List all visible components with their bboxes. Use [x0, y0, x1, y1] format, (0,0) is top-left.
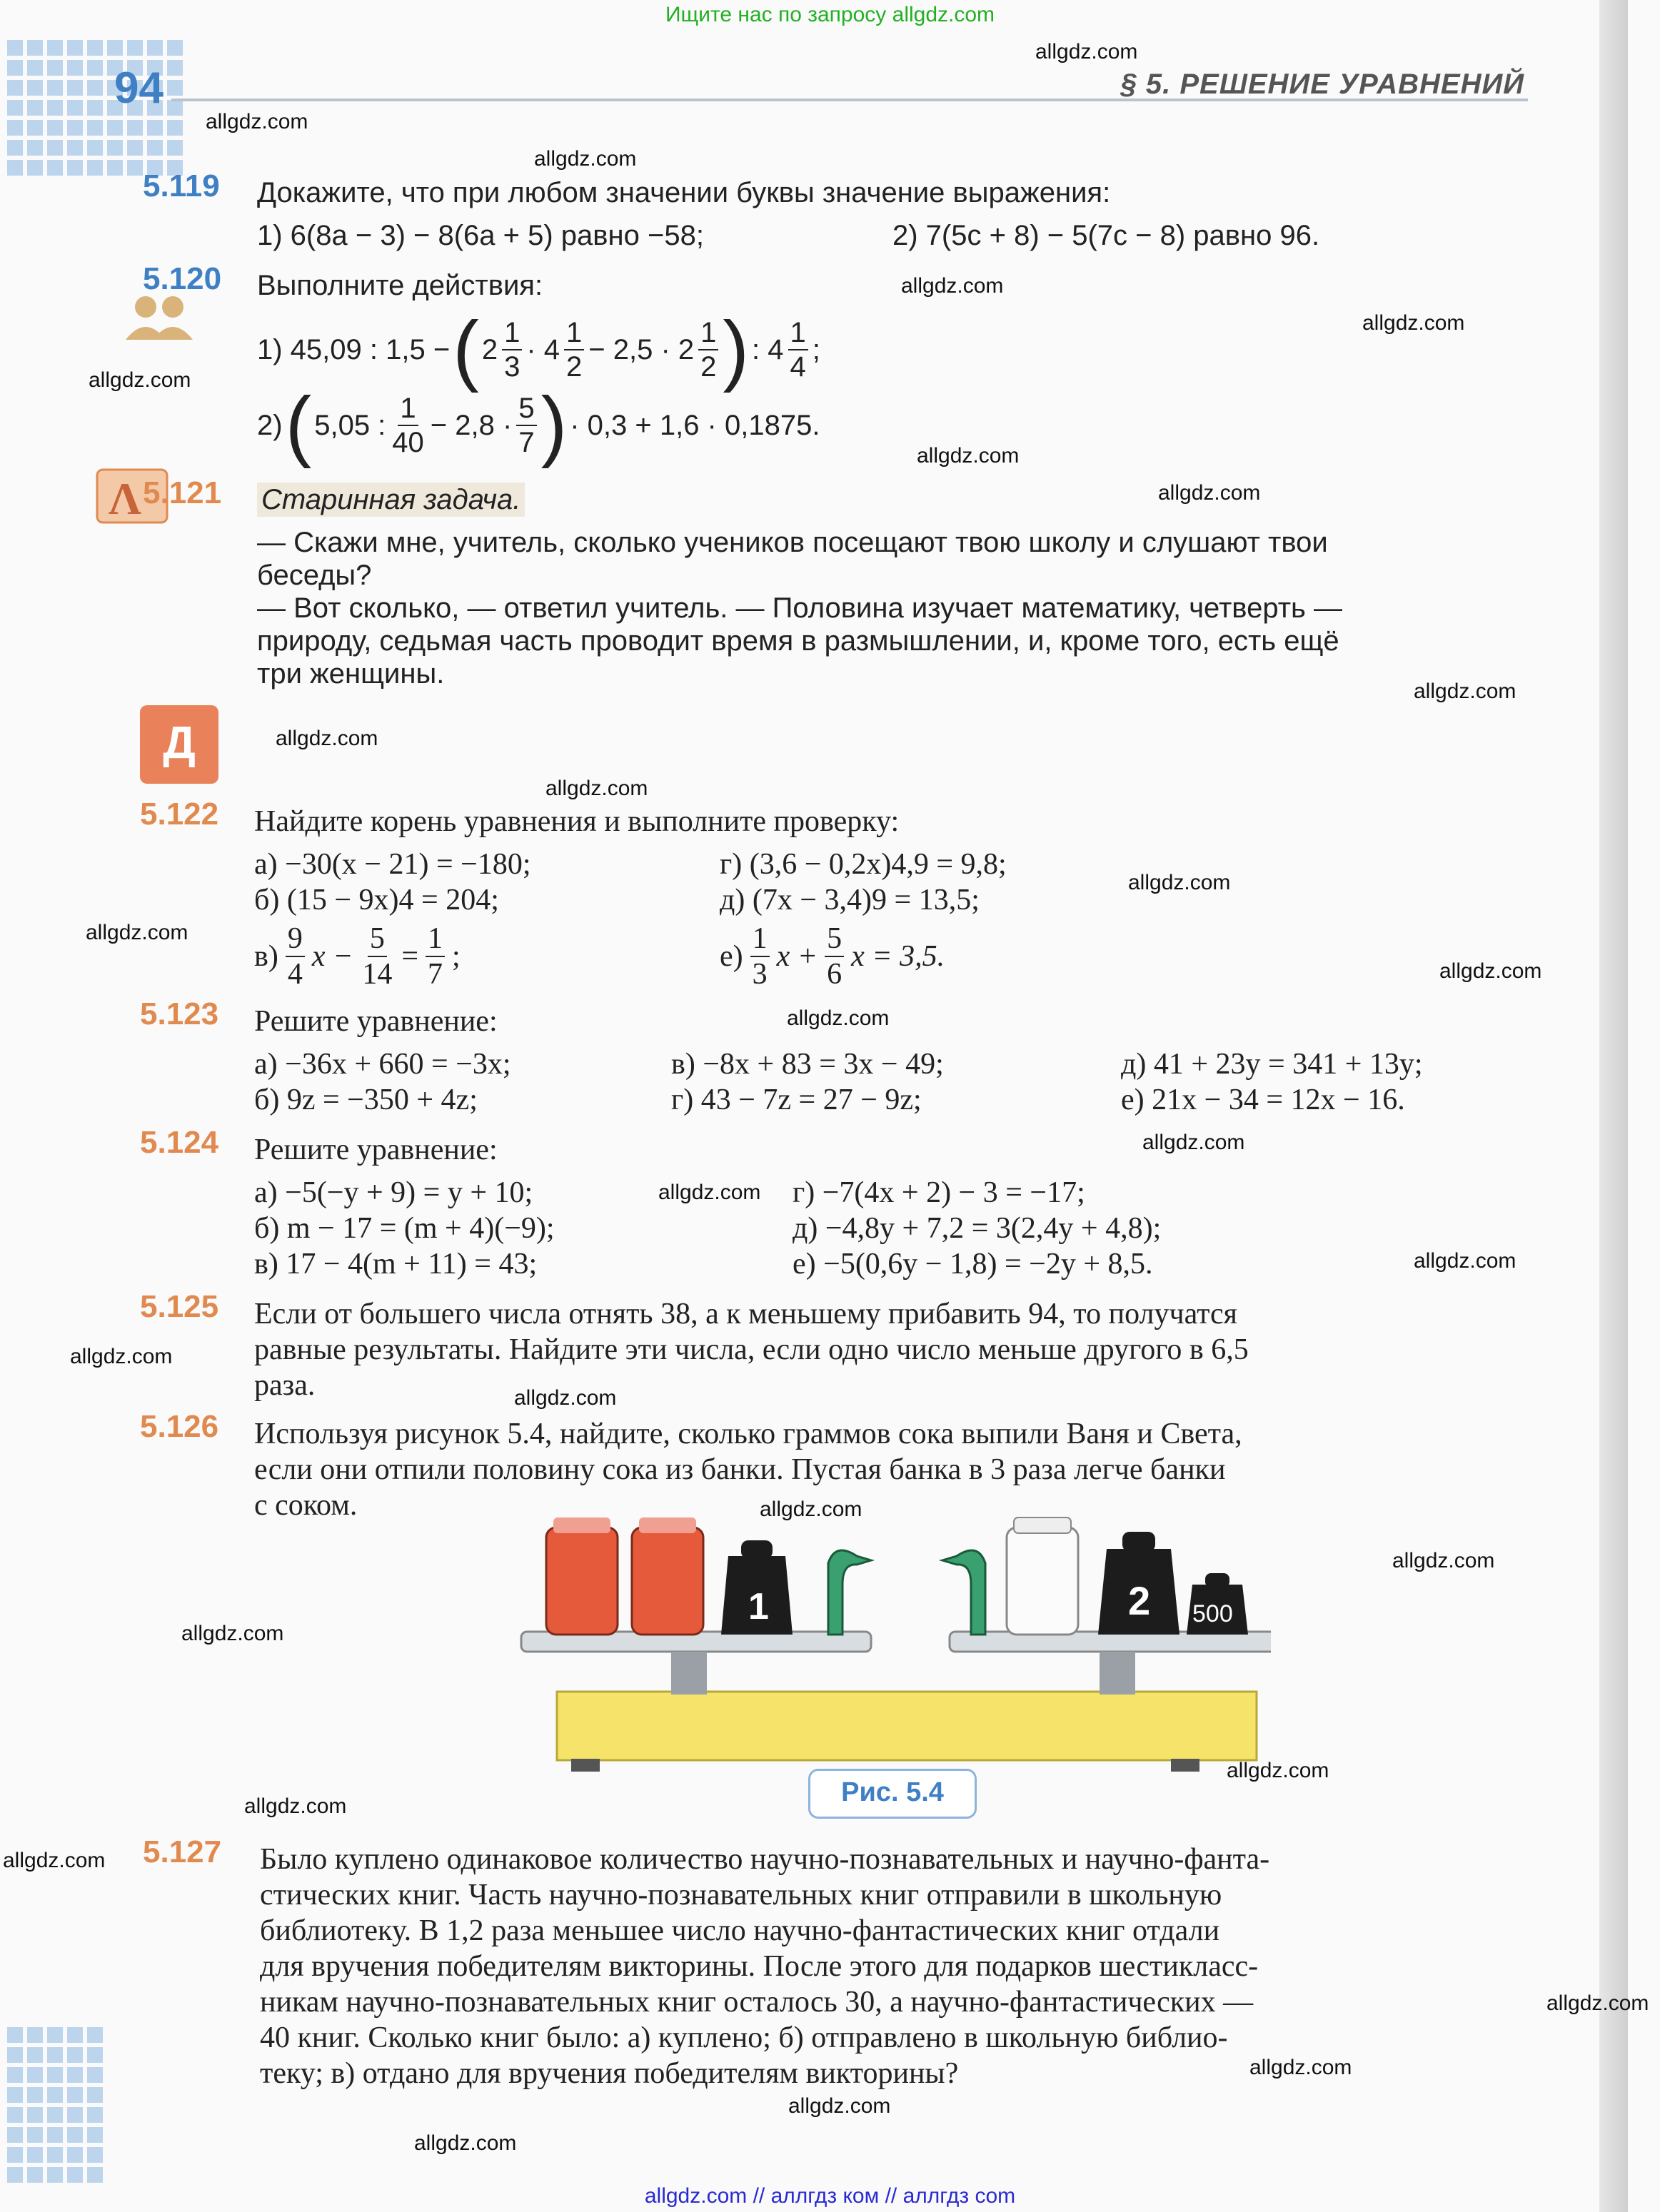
pair-work-icon: [120, 293, 198, 343]
expr-text: : 4: [752, 334, 784, 365]
equation-v: [254, 921, 461, 992]
jar-lid: [1014, 1517, 1071, 1533]
expr-text: 2): [257, 410, 283, 441]
problem-text: если они отпили половину сока из банки. Пустая банка в 3 раза легче банки: [254, 1453, 1226, 1486]
balance-scale-figure: [514, 1513, 1271, 1784]
numerator: 1: [502, 318, 522, 350]
problem-number: 5.124: [140, 1125, 219, 1160]
problem-text: Используя рисунок 5.4, найдите, сколько граммов сока выпили Ваня и Света,: [254, 1418, 1242, 1450]
weight-handle: [1122, 1532, 1155, 1552]
right-post: [1100, 1652, 1135, 1695]
watermark: allgdz.com: [89, 368, 191, 392]
watermark: allgdz.com: [1227, 1759, 1329, 1782]
problem-text: Докажите, что при любом значении буквы значение выражения:: [257, 177, 1111, 208]
watermark: allgdz.com: [70, 1345, 173, 1368]
numerator: 9: [286, 924, 305, 957]
problem-text: — Скажи мне, учитель, сколько учеников посещают твою школу и слушают твои: [257, 527, 1328, 558]
equation: е) −5(0,6y − 1,8) = −2y + 8,5.: [793, 1248, 1153, 1281]
problem-text: Было куплено одинаковое количество научно-познавательных и научно-фанта-: [260, 1843, 1270, 1876]
watermark: allgdz.com: [1392, 1549, 1495, 1572]
problem-text: — Вот сколько, — ответил учитель. — Половина изучает математику, четверть —: [257, 592, 1342, 624]
svg-text:Λ: Λ: [109, 473, 141, 524]
denominator: 7: [428, 958, 443, 991]
watermark: allgdz.com: [658, 1181, 761, 1204]
equation: б) m − 17 = (m + 4)(−9);: [254, 1212, 555, 1245]
denominator: 2: [566, 351, 583, 383]
left-post: [671, 1652, 707, 1695]
expression-2: [257, 381, 820, 469]
equation: а) −5(−y + 9) = y + 10;: [254, 1176, 533, 1209]
equation: а) −36x + 660 = −3x;: [254, 1048, 511, 1081]
numerator: 1: [788, 318, 808, 350]
watermark: allgdz.com: [1362, 311, 1465, 335]
equation: б) 9z = −350 + 4z;: [254, 1084, 478, 1116]
fraction: [516, 394, 536, 457]
right-pan: [950, 1632, 1271, 1652]
problem-item: 2) 7(5c + 8) − 5(7c − 8) равно 96.: [892, 220, 1320, 251]
problem-number: 5.126: [140, 1409, 219, 1444]
problem-text: с соком.: [254, 1489, 358, 1522]
watermark: allgdz.com: [901, 274, 1004, 298]
expr-text: − 2,5 · 2: [588, 334, 695, 365]
juice-jar: [546, 1527, 618, 1635]
fraction: [502, 318, 522, 381]
equation: в) 17 − 4(m + 11) = 43;: [254, 1248, 538, 1281]
watermark: allgdz.com: [514, 1386, 617, 1410]
problem-text: для вручения победителям викторины. После этого для подарков шестикласс-: [260, 1950, 1259, 1983]
expr-text: ;: [812, 334, 820, 365]
fraction: [564, 318, 584, 381]
expr-text: 2: [481, 334, 498, 365]
denominator: 7: [518, 427, 535, 458]
equation: а) −30(x − 21) = −180;: [254, 848, 531, 881]
weight-label: 500: [1192, 1600, 1233, 1627]
fraction: [390, 394, 426, 457]
problem-text: беседы?: [257, 560, 372, 591]
problem-text: природу, седьмая часть проводит время в размышлении, и, кроме того, есть ещё: [257, 625, 1339, 657]
problem-text: библиотеку. В 1,2 раза меньшее число научно-фантастических книг отдали: [260, 1914, 1220, 1947]
watermark: allgdz.com: [1249, 2056, 1352, 2079]
equation: б) (15 − 9x)4 = 204;: [254, 884, 499, 916]
page-edge-shadow: [1599, 0, 1628, 2212]
watermark: allgdz.com: [1142, 1131, 1245, 1154]
watermark: allgdz.com: [545, 777, 648, 800]
numerator: 5: [825, 924, 844, 957]
eq-text: е): [720, 940, 743, 973]
problem-text: стических книг. Часть научно-познавательных книг отправили в школьную: [260, 1879, 1222, 1911]
fraction: [788, 318, 808, 381]
numerator: 1: [564, 318, 584, 350]
eq-text: в): [254, 940, 278, 973]
denominator: 3: [504, 351, 520, 383]
problem-text: Если от большего числа отнять 38, а к меньшему прибавить 94, то получатся: [254, 1298, 1237, 1330]
problem-number: 5.121: [143, 475, 222, 510]
problem-title: Старинная задача.: [257, 483, 525, 517]
fraction: [698, 318, 718, 381]
equation: д) −4,8y + 7,2 = 3(2,4y + 4,8);: [793, 1212, 1162, 1245]
expression-1: [257, 305, 820, 393]
problem-number: 5.125: [140, 1289, 219, 1324]
empty-jar: [1007, 1527, 1078, 1635]
equation: в) −8x + 83 = 3x − 49;: [671, 1048, 944, 1081]
weight-label: 2: [1128, 1578, 1151, 1623]
problem-text: Решите уравнение:: [254, 1005, 498, 1038]
watermark: allgdz.com: [917, 444, 1020, 468]
equation: г) (3,6 − 0,2x)4,9 = 9,8;: [720, 848, 1007, 881]
problem-item: 1) 6(8a − 3) − 8(6a + 5) равно −58;: [257, 220, 704, 251]
problem-text: три женщины.: [257, 658, 445, 690]
pointer-left: [828, 1550, 871, 1635]
expr-text: · 4: [526, 334, 560, 365]
denominator: 2: [700, 351, 717, 383]
numerator: 5: [368, 924, 387, 957]
equation: г) 43 − 7z = 27 − 9z;: [671, 1084, 922, 1116]
page-number: 94: [114, 64, 164, 113]
figure-caption: Рис. 5.4: [841, 1777, 944, 1807]
watermark: allgdz.com: [1439, 959, 1542, 983]
watermark: allgdz.com: [276, 727, 378, 750]
problem-text: никам научно-познавательных книг осталось 30, а научно-фантастических —: [260, 1986, 1254, 2019]
denominator: 6: [827, 958, 842, 991]
eq-text: x −: [311, 940, 353, 973]
denominator: 14: [362, 958, 393, 991]
jar-lid: [553, 1517, 610, 1533]
watermark: allgdz.com: [414, 2131, 517, 2155]
problem-text: 40 книг. Сколько книг было: а) куплено; б) отправлено в школьную библио-: [260, 2021, 1228, 2054]
numerator: 5: [516, 394, 536, 426]
denominator: 4: [790, 351, 806, 383]
eq-text: x +: [776, 940, 818, 973]
fraction: [825, 924, 844, 989]
equation: д) (7x − 3,4)9 = 13,5;: [720, 884, 980, 916]
paren-close: ): [540, 381, 568, 469]
equation-e: [720, 921, 945, 992]
watermark: allgdz.com: [86, 921, 188, 944]
paren-open: (: [453, 305, 479, 393]
scale-foot: [571, 1759, 600, 1772]
problem-text: Решите уравнение:: [254, 1133, 498, 1166]
corner-mosaic-bottom: [7, 2027, 103, 2183]
problem-number: 5.127: [143, 1834, 222, 1869]
watermark: allgdz.com: [788, 2094, 891, 2118]
equation: г) −7(4x + 2) − 3 = −17;: [793, 1176, 1085, 1209]
problem-text: равные результаты. Найдите эти числа, если одно число меньше другого в 6,5: [254, 1333, 1249, 1366]
fraction: [750, 924, 770, 989]
problem-text: теку; в) отдано для вручения победителям викторины?: [260, 2057, 959, 2090]
problem-number: 5.119: [143, 168, 220, 203]
jar-lid: [639, 1517, 696, 1533]
watermark: allgdz.com: [760, 1498, 862, 1521]
homework-puzzle-icon: Д: [140, 705, 218, 784]
top-note: Ищите нас по запросу allgdz.com: [665, 3, 995, 26]
problem-number: 5.123: [140, 996, 219, 1031]
numerator: 1: [426, 924, 445, 957]
equation: е) 21x − 34 = 12x − 16.: [1121, 1084, 1405, 1116]
watermark: allgdz.com: [1128, 871, 1231, 894]
watermark: allgdz.com: [1035, 40, 1138, 64]
problem-text: раза.: [254, 1369, 316, 1402]
numerator: 1: [398, 394, 418, 426]
denominator: 3: [752, 958, 768, 991]
fraction: [426, 924, 445, 989]
scale-base: [557, 1692, 1257, 1760]
eq-text: x = 3,5.: [851, 940, 945, 973]
expr-text: 5,05 :: [314, 410, 386, 441]
bottom-note: allgdz.com // аллгдз ком // аллгдз com: [644, 2184, 1016, 2208]
fraction: [286, 924, 305, 989]
watermark: allgdz.com: [181, 1622, 284, 1645]
paren-close: ): [723, 305, 750, 393]
expr-text: · 0,3 + 1,6 · 0,1875.: [570, 410, 820, 441]
watermark: allgdz.com: [534, 147, 637, 171]
watermark: allgdz.com: [1414, 1249, 1516, 1273]
fraction: [360, 924, 394, 989]
pointer-right: [942, 1550, 985, 1635]
numerator: 1: [698, 318, 718, 350]
watermark: allgdz.com: [244, 1794, 347, 1818]
watermark: allgdz.com: [1414, 680, 1516, 703]
problem-text: Найдите корень уравнения и выполните проверку:: [254, 805, 900, 838]
scale-foot: [1171, 1759, 1199, 1772]
watermark: allgdz.com: [206, 110, 308, 133]
watermark: allgdz.com: [1158, 481, 1261, 505]
paren-open: (: [285, 381, 312, 469]
watermark: allgdz.com: [1546, 1991, 1649, 2015]
watermark: allgdz.com: [3, 1849, 106, 1872]
equation: д) 41 + 23y = 341 + 13y;: [1121, 1048, 1423, 1081]
eq-text: =: [401, 940, 418, 973]
denominator: 4: [287, 958, 303, 991]
problem-text: Выполните действия:: [257, 270, 543, 301]
denominator: 40: [392, 427, 424, 458]
numerator: 1: [750, 924, 770, 957]
eq-text: ;: [452, 940, 461, 973]
weight-label: 1: [748, 1586, 769, 1627]
problem-number: 5.120: [143, 261, 222, 296]
section-title: § 5. РЕШЕНИЕ УРАВНЕНИЙ: [1120, 69, 1524, 100]
problem-number: 5.122: [140, 797, 219, 832]
expr-text: − 2,8 ·: [430, 410, 513, 441]
weight-handle: [741, 1540, 773, 1559]
juice-jar: [632, 1527, 703, 1635]
expr-text: 1) 45,09 : 1,5 −: [257, 334, 451, 365]
watermark: allgdz.com: [787, 1006, 890, 1030]
weight-handle: [1205, 1573, 1229, 1587]
